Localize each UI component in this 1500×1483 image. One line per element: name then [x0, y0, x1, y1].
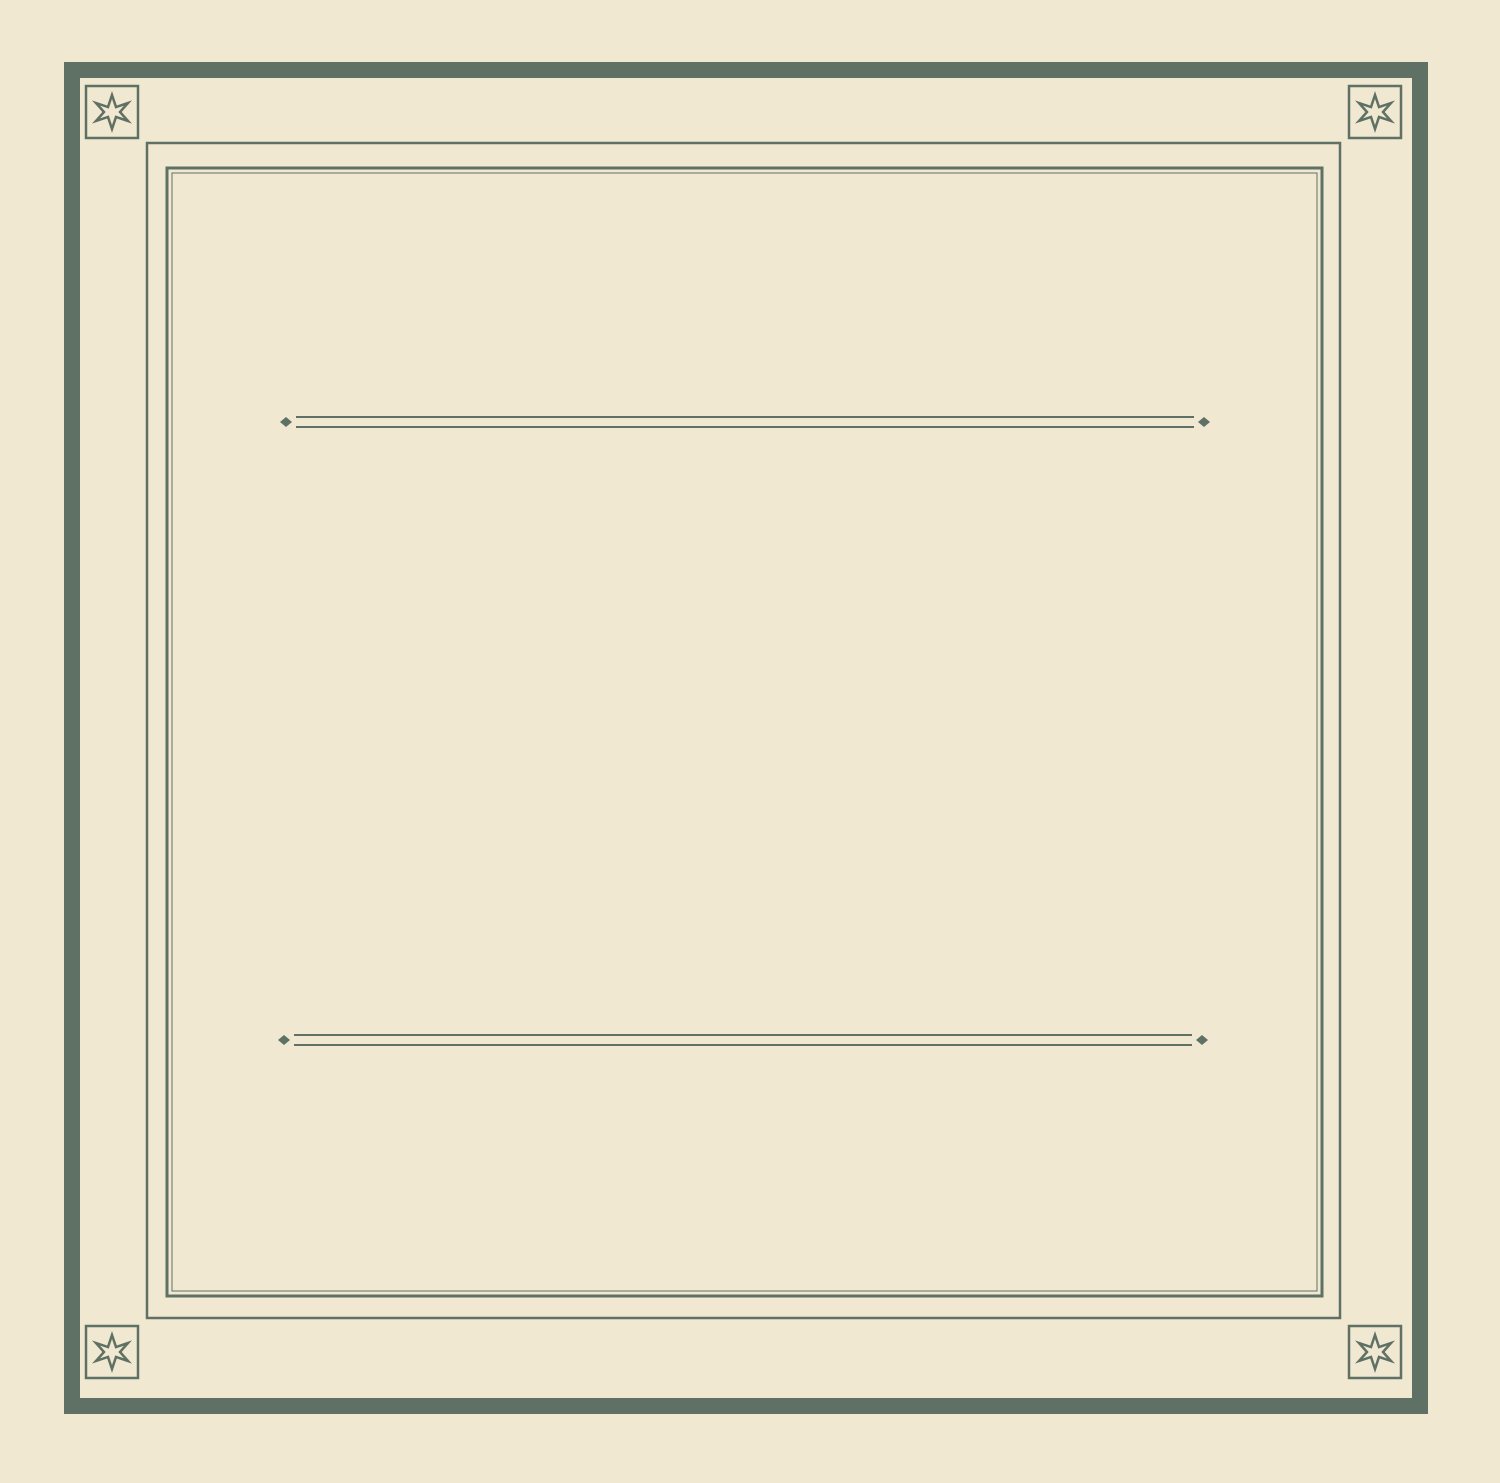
iron-cross-icon: [86, 86, 138, 138]
decorative-rule-bottom: [278, 1035, 1208, 1045]
iron-cross-icon: [86, 1326, 138, 1378]
iron-cross-icon: [1349, 1326, 1401, 1378]
decorative-rule-top: [280, 417, 1210, 427]
iron-cross-icon: [1349, 86, 1401, 138]
